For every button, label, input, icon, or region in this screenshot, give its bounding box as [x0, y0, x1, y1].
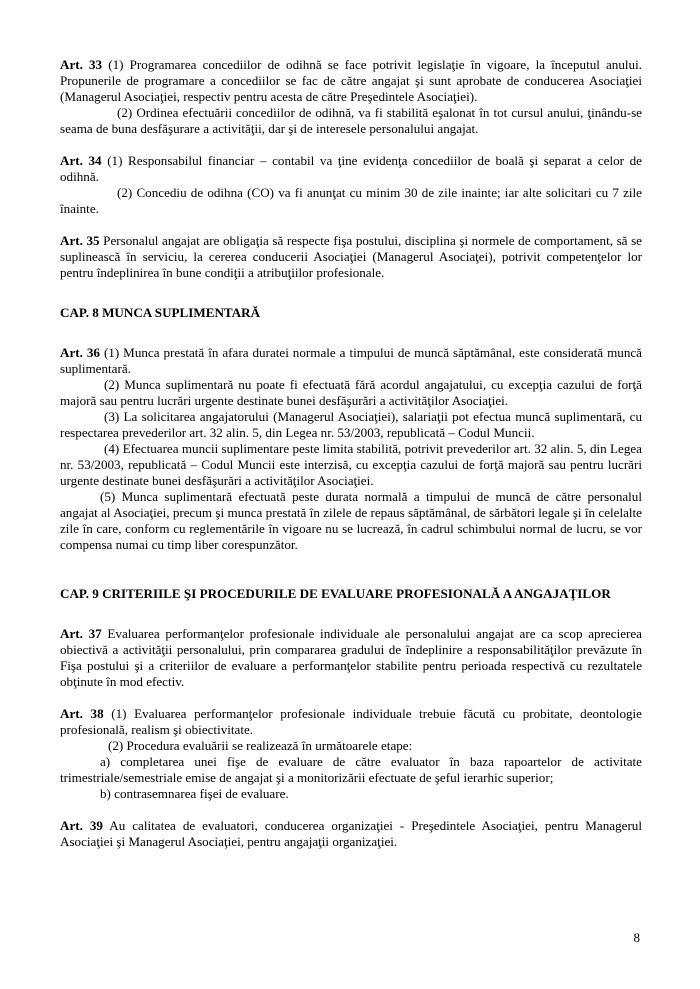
art36-paragraph-2: (2) Munca suplimentară nu poate fi efectuată fără acordul angajatului, cu excepţia cazului de forţă majoră sau pentru lucrări urgente destinate bunei desfăşurări a activităţilor Asociaţiei. — [60, 377, 642, 408]
art38-paragraph-4: b) contrasemnarea fişei de evaluare. — [100, 786, 289, 801]
art38-paragraph-3: a) completarea unei fişe de evaluare de către evaluator în baza rapoartelor de activitate trimestriale/semestriale emise de angajat şi a monitorizării efectuate de şeful ierarhic superior; — [60, 754, 642, 785]
spacer — [60, 137, 642, 153]
art39-paragraph-1: Art. 39 Au calitatea de evaluatori, conducerea organizaţiei - Preşedintele Asociaţiei, pentru Managerul Asociaţiei şi Managerul Asociaţiei, pentru angajaţii organizaţiei. — [60, 818, 642, 849]
art34-label: Art. 34 — [60, 153, 102, 168]
spacer — [60, 217, 642, 233]
spacer — [60, 602, 642, 626]
chapter-8-heading: CAP. 8 MUNCA SUPLIMENTARĂ — [60, 305, 261, 320]
art34-paragraph-2: (2) Concediu de odihna (CO) va fi anunţat cu minim 30 de zile inainte; iar alte solicitari cu 7 zile înainte. — [60, 185, 642, 216]
art33-paragraph-2: (2) Ordinea efectuării concediilor de odihnă, va fi stabilită eşalonat în tot cursul anului, ţinându-se seama de buna desfăşurare a activităţii, dar şi de interesele personalului angajat. — [60, 105, 642, 136]
art38-paragraph-1: Art. 38 (1) Evaluarea performanţelor profesionale individuale trebuie făcută cu probitate, deontologie profesională, realism şi obiectivitate. — [60, 706, 642, 737]
art37-label: Art. 37 — [60, 626, 102, 641]
spacer — [60, 553, 642, 586]
art38-label: Art. 38 — [60, 706, 104, 721]
art33-paragraph-1: Art. 33 (1) Programarea concediilor de odihnă se face potrivit legislaţie în vigoare, la începutul anului. Propunerile de programare a concediilor se fac de către angajat şi sunt aprobate de conducerea Asociaţiei (Managerul Asociaţiei, respectiv pentru acesta de către Preşedintele Asociaţiei). — [60, 57, 642, 104]
document-page — [60, 57, 642, 850]
art39-label: Art. 39 — [60, 818, 103, 833]
art36-paragraph-5: (5) Munca suplimentară efectuată peste durata normală a timpului de muncă de către personalul angajat al Asociaţiei, precum şi munca prestată în zilele de repaus săptămânal, de sărbători legale şi în celelalte zile în care, conform cu reglementările în vigoare nu se lucrează, în cadrul schimbului normal de lucru, se vor compensa numai cu timp liber corespunzător. — [60, 489, 642, 552]
spacer — [60, 321, 642, 345]
art36-label: Art. 36 — [60, 345, 100, 360]
art37-paragraph-1: Art. 37 Evaluarea performanţelor profesionale individuale ale personalului angajat are ca scop aprecierea obiectivă a activităţii personalului, prin compararea gradului de îndeplinire a responsabilităţilor prevăzute în Fişa postului şi a criteriilor de evaluare a performanţelor stabilite pentru perioada respectivă cu rezultatele obţinute în mod efectiv. — [60, 626, 642, 689]
art35-paragraph-1: Art. 35 Personalul angajat are obligaţia să respecte fişa postului, disciplina şi normele de comportament, să se suplinească în serviciu, la cererea conducerii Asociaţiei (Managerul Asociaţei), potrivit competenţelor lor pentru îndeplinirea în bune condiţii a atribuţiilor profesionale. — [60, 233, 642, 280]
art36-paragraph-4: (4) Efectuarea muncii suplimentare peste limita stabilită, potrivit prevederilor art. 32 alin. 5, din Legea nr. 53/2003, republicată – Codul Muncii este interzisă, cu excepţia cazului de forţă majoră sau pentru lucrări urgente destinate bunei desfăşurări a activităţilor Asociaţiei. — [60, 441, 642, 488]
art33-label: Art. 33 — [60, 57, 103, 72]
page-number: 8 — [633, 930, 640, 945]
art36-paragraph-1: Art. 36 (1) Munca prestată în afara duratei normale a timpului de muncă săptămânal, este considerată muncă suplimentară. — [60, 345, 642, 376]
chapter-9-heading: CAP. 9 CRITERIILE ŞI PROCEDURILE DE EVALUARE PROFESIONALĂ A ANGAJAŢILOR — [60, 586, 611, 601]
art34-paragraph-1: Art. 34 (1) Responsabilul financiar – contabil va ţine evidenţa concediilor de boală şi separat a celor de odihnă. — [60, 153, 642, 184]
art38-paragraph-2: (2) Procedura evaluării se realizează în următoarele etape: — [108, 738, 413, 753]
spacer — [60, 802, 642, 818]
spacer — [60, 690, 642, 706]
art35-label: Art. 35 — [60, 233, 100, 248]
spacer — [60, 281, 642, 305]
art36-paragraph-3: (3) La solicitarea angajatorului (Managerul Asociaţiei), salariaţii pot efectua muncă suplimentară, cu respectarea prevederilor art. 32 alin. 5, din Legea nr. 53/2003, republicată – Codul Muncii. — [60, 409, 642, 440]
